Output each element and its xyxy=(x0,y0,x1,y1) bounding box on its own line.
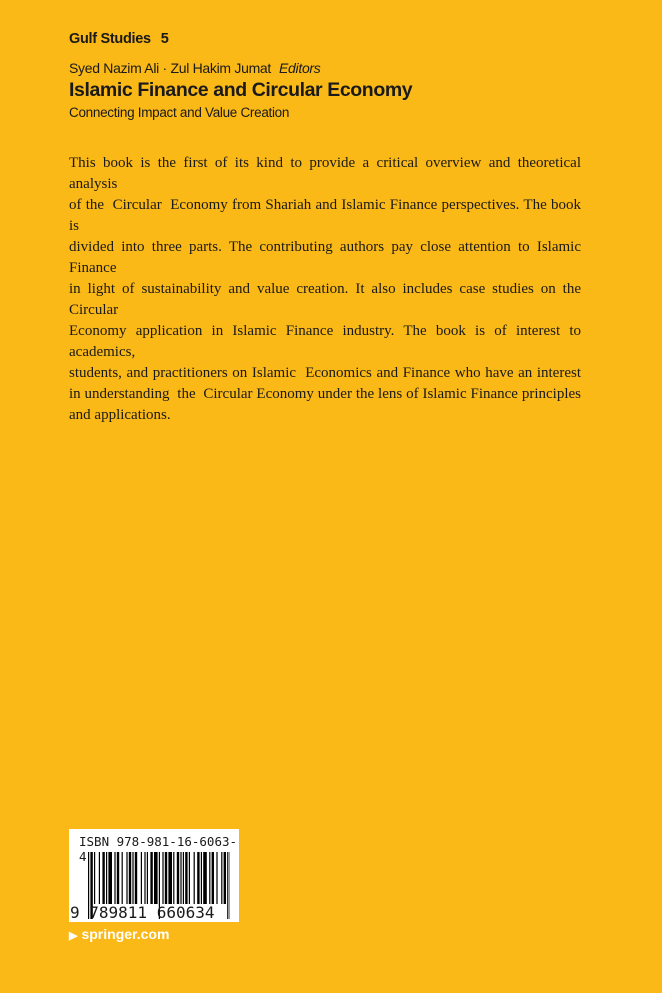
barcode-bar xyxy=(141,852,142,904)
barcode-bar xyxy=(216,852,217,904)
blurb-line: divided into three parts. The contributing authors pay close attention to Islamic Finance xyxy=(69,239,585,276)
barcode-bar xyxy=(189,852,190,904)
barcode-bar xyxy=(227,852,228,919)
barcode-bar xyxy=(173,852,174,904)
book-title: Islamic Finance and Circular Economy xyxy=(69,79,413,101)
springer-link-text: springer.com xyxy=(81,926,170,942)
book-subtitle: Connecting Impact and Value Creation xyxy=(69,105,290,120)
barcode-bar xyxy=(122,852,123,904)
isbn-label: ISBN 978-981-16-6063-4 xyxy=(79,834,238,864)
barcode-bar xyxy=(132,852,133,904)
barcode-bar xyxy=(197,852,199,904)
barcode-bar xyxy=(165,852,167,904)
barcode-bar xyxy=(135,852,137,904)
blurb-line: and applications. xyxy=(69,407,171,423)
barcode-bar xyxy=(147,852,148,904)
barcode-bar xyxy=(183,852,184,904)
blurb-line: Economy application in Islamic Finance industry. The book is of interest to academics, xyxy=(69,323,585,360)
series-number: 5 xyxy=(160,31,169,47)
barcode-bar xyxy=(168,852,172,904)
barcode-bar xyxy=(129,852,131,904)
barcode-bar xyxy=(106,852,107,904)
editor-names: Syed Nazim Ali · Zul Hakim Jumat xyxy=(69,60,272,76)
editors xyxy=(69,60,321,76)
arrow-right-icon: ▶ xyxy=(69,930,78,942)
barcode-bar xyxy=(114,852,115,904)
barcode-bar xyxy=(144,852,145,904)
blurb-line: This book is the first of its kind to provide a critical overview and theoretical analysis xyxy=(69,155,585,192)
blurb-line: students, and practitioners on Islamic Economics and Finance who have an interest xyxy=(69,365,581,381)
barcode-bar xyxy=(194,852,195,904)
barcode-bar xyxy=(201,852,202,904)
series-label xyxy=(69,31,169,47)
barcode-bar xyxy=(177,852,179,904)
blurb-line: in light of sustainability and value creation. It also includes case studies on the Circular xyxy=(69,281,589,318)
barcode-bar xyxy=(224,852,226,904)
barcode-bar xyxy=(203,852,207,904)
blurb-line: in understanding the Circular Economy under the lens of Islamic Finance principles xyxy=(69,386,581,402)
barcode-bar xyxy=(108,852,112,904)
barcode-bar xyxy=(126,852,127,904)
barcode-bar xyxy=(94,852,95,904)
barcode-bar xyxy=(102,852,104,904)
barcode-bar xyxy=(212,852,214,904)
series-name: Gulf Studies xyxy=(69,31,151,47)
barcode-bar xyxy=(185,852,187,904)
barcode-digits: 9 789811 660634 xyxy=(70,903,215,922)
barcode-bar xyxy=(117,852,119,904)
barcode-bar xyxy=(99,852,100,904)
barcode-bar xyxy=(221,852,222,904)
barcode-bar xyxy=(162,852,163,904)
barcode-bar xyxy=(180,852,181,904)
springer-link[interactable] xyxy=(69,926,169,942)
barcode-bar xyxy=(150,852,152,904)
editors-role: Editors xyxy=(279,60,321,76)
blurb xyxy=(69,153,589,426)
blurb-line: of the Circular Economy from Shariah and Islamic Finance perspectives. The book is xyxy=(69,197,585,234)
barcode-bar xyxy=(154,852,158,904)
barcode-bar xyxy=(209,852,210,904)
isbn-barcode-box xyxy=(69,829,239,922)
